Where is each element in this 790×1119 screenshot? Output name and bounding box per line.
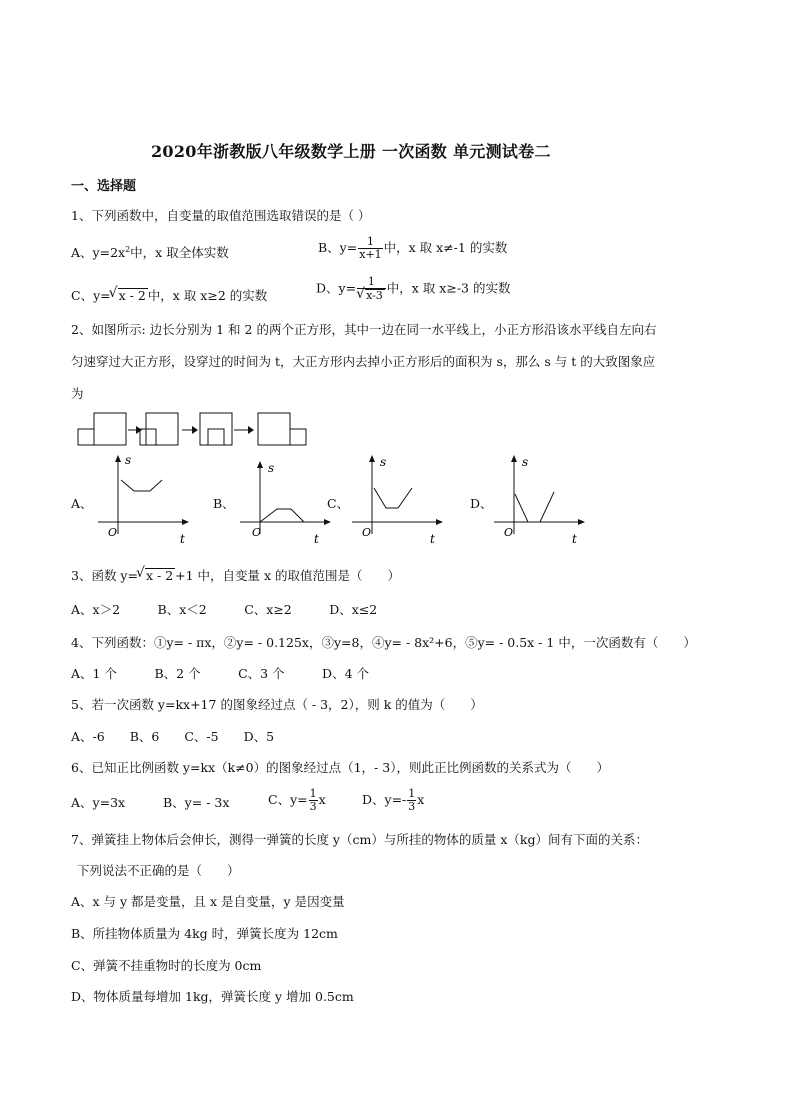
question-6-stem: 6、已知正比例函数 y=kx（k≠0）的图象经过点（1，- 3），则此正比例函数的关系式为（ ） — [71, 760, 609, 775]
q7-option-a: A、x 与 y 都是变量，且 x 是自变量，y 是因变量 — [71, 894, 345, 909]
question-7-sub: 下列说法不正确的是（ ） — [77, 863, 240, 878]
arrow-head-2 — [192, 426, 198, 434]
q6-option-b: B、y= - 3x — [163, 795, 230, 810]
graph-d-origin-label: O — [504, 526, 514, 539]
graph-option-c-label: C、 — [327, 496, 350, 511]
arrow-head-3 — [248, 426, 254, 434]
graph-c-curve — [374, 488, 412, 508]
graph-option-a-label: A、 — [71, 496, 93, 511]
graph-b-curve — [260, 509, 304, 522]
frame4-big-square — [258, 413, 290, 445]
graph-option-d-label: D、 — [470, 496, 493, 511]
q6-option-c: C、y= $\frac{1}{3}$ x — [268, 787, 326, 813]
q6-option-a: A、y=3x — [71, 795, 126, 810]
graph-b-t-label: t — [314, 532, 319, 546]
graph-a-t-label: t — [180, 532, 185, 546]
graph-b-s-label: s — [268, 461, 275, 475]
graph-c-s-label: s — [380, 455, 387, 469]
q7-option-d: D、物体质量每增加 1kg，弹簧长度 y 增加 0.5cm — [71, 989, 354, 1004]
graph-a-curve — [121, 480, 162, 491]
graph-c-origin-label: O — [362, 526, 372, 539]
question-5-options: A、-6 B、6 C、-5 D、5 — [71, 729, 275, 744]
graph-option-c — [346, 452, 446, 546]
graph-option-a — [92, 452, 192, 546]
q7-option-b: B、所挂物体质量为 4kg 时，弹簧长度为 12cm — [71, 926, 338, 941]
question-3-options: A、x＞2 B、x＜2 C、x≥2 D、x≤2 — [71, 602, 378, 617]
question-5-stem: 5、若一次函数 y=kx+17 的图象经过点（ - 3，2），则 k 的值为（ ） — [71, 697, 483, 712]
graph-option-b-label: B、 — [213, 496, 235, 511]
question-2-line3: 为 — [71, 386, 84, 401]
section-heading: 一、选择题 — [71, 179, 137, 194]
question-2-line2: 匀速穿过大正方形，设穿过的时间为 t，大正方形内去掉小正方形后的面积为 s，那么 s 与 t 的大致图象应 — [71, 354, 656, 369]
question-2-line1: 2、如图所示: 边长分别为 1 和 2 的两个正方形，其中一边在同一水平线上，小正方形沿该水平线自左向右 — [71, 322, 657, 337]
q1-option-b: B、y= $\frac{1}{x+1}$ 中，x 取 x≠-1 的实数 — [318, 235, 508, 261]
question-4-stem: 4、下列函数：①y= - πx，②y= - 0.125x，③y=8，④y= - 8x²+6，⑤y= - 0.5x - 1 中，一次函数有（ ） — [71, 635, 696, 650]
q1-option-a: A、$y=2x^2$中，x 取全体实数 — [71, 245, 229, 261]
frame1-big-square — [94, 413, 126, 445]
frame2-small-square — [140, 429, 156, 445]
graph-a-origin-label: O — [108, 526, 118, 539]
q1-option-c: C、y=√ x - 2 中，x 取 x≥2 的实数 — [71, 288, 267, 303]
q1-option-d: D、y= 1 √ x-3 中，x 取 x≥-3 的实数 — [316, 276, 510, 302]
graph-d-s-label: s — [522, 455, 529, 469]
squares-sequence-figure — [74, 410, 314, 448]
q6-option-d: D、y=- $\frac{1}{3}$ x — [362, 787, 425, 813]
graph-d-curve — [515, 492, 554, 522]
frame4-small-square — [290, 429, 306, 445]
question-4-options: A、1 个 B、2 个 C、3 个 D、4 个 — [71, 666, 370, 681]
question-3-stem: 3、函数 y=√ x - 2 +1 中，自变量 x 的取值范围是（ ） — [71, 568, 400, 583]
graph-a-s-label: s — [125, 453, 132, 467]
graph-c-t-label: t — [430, 532, 435, 546]
graph-d-t-label: t — [572, 532, 577, 546]
q7-option-c: C、弹簧不挂重物时的长度为 0cm — [71, 958, 262, 973]
graph-option-b — [234, 452, 334, 546]
graph-option-d — [488, 452, 588, 546]
arrow-head-1 — [136, 426, 142, 434]
question-7-stem: 7、弹簧挂上物体后会伸长，测得一弹簧的长度 y（cm）与所挂的物体的质量 x（kg）间有下面的关系： — [71, 832, 648, 847]
page-title: 2020年浙教版八年级数学上册 一次函数 单元测试卷二 — [151, 142, 551, 161]
frame3-small-square — [208, 429, 224, 445]
frame1-small-square — [78, 429, 94, 445]
question-1-stem: 1、下列函数中，自变量的取值范围选取错误的是（ ） — [71, 208, 371, 223]
graph-b-origin-label: O — [252, 526, 262, 539]
